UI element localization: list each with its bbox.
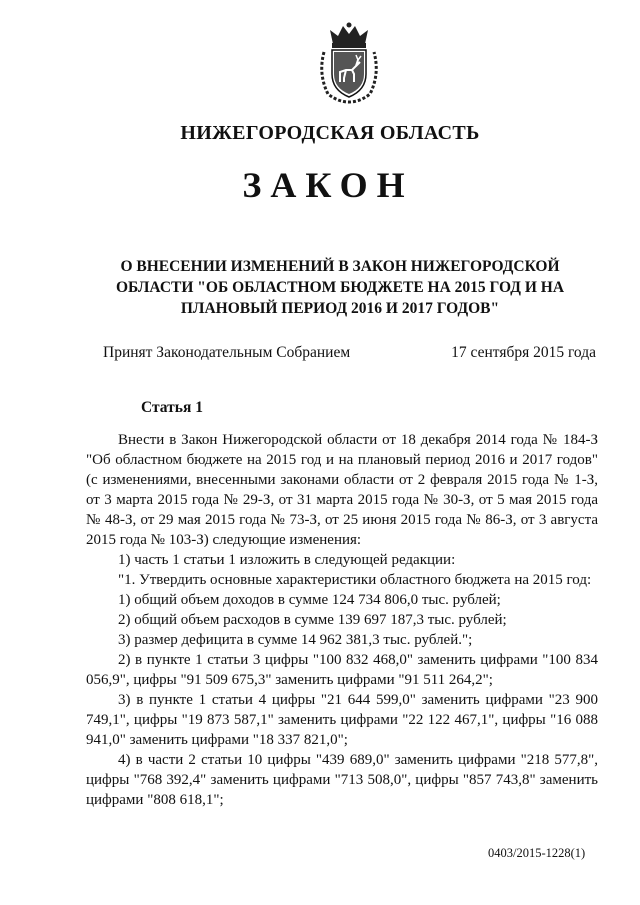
adopted-by: Принят Законодательным Собранием xyxy=(103,344,351,361)
region-name: НИЖЕГОРОДСКАЯ ОБЛАСТЬ xyxy=(180,122,480,144)
paragraph: 1) часть 1 статьи 1 изложить в следующей редакции: xyxy=(118,552,456,568)
paragraph: Внести в Закон Нижегородской области от 18 декабря 2014 года № 184-З "Об областном бюджете на 2015 год и на плановый период 2016 и 2017 годов" (с изменениями, внесенными законами области от 2 февраля 2015 года № 1-З, от 3 марта 2015 года № 29-З, от 31 марта 2015 года № 30-З, от 5 мая 2015 года № 48-З, от 29 мая 2015 года № 73-З, от 25 июня 2015 года № 86-З, от 3 августа 2015 года № 103-З) следующие изменения: xyxy=(86,432,598,548)
paragraph: 4) в части 2 статьи 10 цифры "439 689,0" заменить цифрами "218 577,8", цифры "768 392,4" заменить цифрами "713 508,0", цифры "857 743,8" заменить цифрами "808 618,1"; xyxy=(86,752,598,808)
paragraph: 2) в пункте 1 статьи 3 цифры "100 832 468,0" заменить цифрами "100 834 056,9", цифры "91 509 675,3" заменить цифрами "91 511 264,2"; xyxy=(86,652,598,688)
law-title: О ВНЕСЕНИИ ИЗМЕНЕНИЙ В ЗАКОН НИЖЕГОРОДСКОЙ ОБЛАСТИ "ОБ ОБЛАСТНОМ БЮДЖЕТЕ НА 2015 ГОД И НА ПЛАНОВЫЙ ПЕРИОД 2016 И 2017 ГОДОВ" xyxy=(115,258,565,317)
paragraph: 1) общий объем доходов в сумме 124 734 806,0 тыс. рублей; xyxy=(118,592,501,608)
paragraph: 2) общий объем расходов в сумме 139 697 187,3 тыс. рублей; xyxy=(118,612,507,628)
coat-of-arms-emblem xyxy=(316,22,382,104)
paragraph: "1. Утвердить основные характеристики областного бюджета на 2015 год: xyxy=(118,572,592,588)
document-code: 0403/2015-1228(1) xyxy=(488,846,586,860)
article-heading: Статья 1 xyxy=(141,399,203,416)
paragraph: 3) в пункте 1 статьи 4 цифры "21 644 599,0" заменить цифрами "23 900 749,1", цифры "19 873 587,1" заменить цифрами "22 122 467,1", цифры "16 088 941,0" заменить цифрами "18 337 821,0"; xyxy=(86,692,598,748)
document-type: ЗАКОН xyxy=(242,165,414,205)
adoption-date: 17 сентября 2015 года xyxy=(451,344,596,361)
paragraph: 3) размер дефицита в сумме 14 962 381,3 тыс. рублей."; xyxy=(118,632,473,648)
article-body xyxy=(86,430,598,810)
